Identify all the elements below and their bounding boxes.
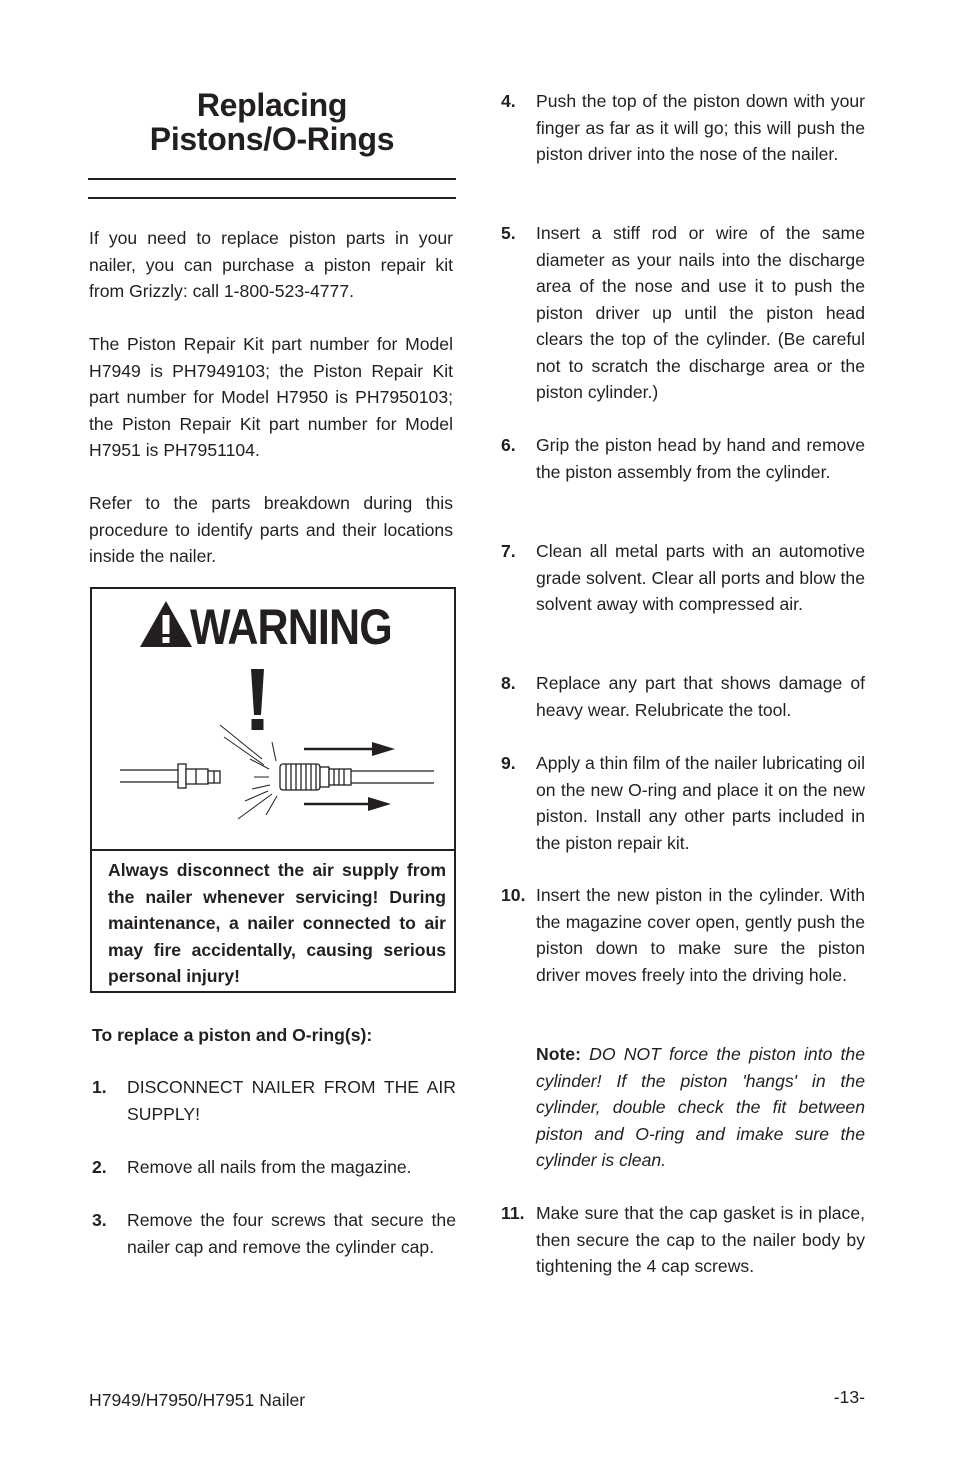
footer-model: H7949/H7950/H7951 Nailer xyxy=(89,1390,306,1410)
warning-box xyxy=(90,587,456,993)
step-4 xyxy=(501,88,865,168)
step-number: 2. xyxy=(92,1157,107,1177)
warning-text: Always disconnect the air supply from the nailer whenever servicing! During maintenance, a nailer connected to air may fire accidentally, causing serious personal injury! xyxy=(108,860,446,986)
step-3 xyxy=(92,1207,456,1260)
note-text: DO NOT force the piston into the cylinder! If the piston 'hangs' in the cylinder, double check the fit between piston and O-ring and imake sure the cylinder is clean. xyxy=(536,1044,866,1170)
step-number: 6. xyxy=(501,435,516,455)
procedure-heading: To replace a piston and O-ring(s): xyxy=(92,1025,373,1045)
step-number: 4. xyxy=(501,91,516,111)
step-1 xyxy=(92,1074,456,1127)
step-number: 11. xyxy=(501,1203,525,1223)
step-number: 1. xyxy=(92,1077,107,1097)
step-text: Push the top of the piston down with your finger as far as it will go; this will push the piston driver into the nose of the nailer. xyxy=(536,91,865,164)
step-11 xyxy=(501,1200,865,1280)
intro-paragraph-2: The Piston Repair Kit part number for Model H7949 is PH7949103; the Piston Repair Kit part number for Model H7950 is PH7950103; the Piston Repair Kit part number for Model H7951 is PH7951104. xyxy=(89,334,453,460)
warning-figure xyxy=(92,589,454,851)
exclamation-icon xyxy=(251,669,264,730)
page-title-line-2: Pistons/O-Rings xyxy=(149,121,395,157)
step-text: Grip the piston head by hand and remove the piston assembly from the cylinder. xyxy=(536,435,865,482)
step-text: Remove the four screws that secure the nailer cap and remove the cylinder cap. xyxy=(127,1210,456,1257)
warning-triangle-icon xyxy=(140,601,192,647)
title-rule-bottom xyxy=(88,197,456,199)
step-text: Clean all metal parts with an automotive grade solvent. Clear all ports and blow the solvent away with compressed air. xyxy=(536,541,865,614)
arrow-right-icon-lower xyxy=(304,797,391,811)
air-coupler-icon xyxy=(280,764,434,790)
intro-paragraph-1: If you need to replace piston parts in your nailer, you can purchase a piston repair kit from Grizzly: call 1-800-523-4777. xyxy=(89,228,453,301)
step-text: Remove all nails from the magazine. xyxy=(127,1157,412,1177)
step-6 xyxy=(501,432,865,485)
page-title xyxy=(88,88,456,156)
footer-page-number: -13- xyxy=(833,1387,865,1407)
step-text: Insert the new piston in the cylinder. With the magazine cover open, gently push the piston down to make sure the piston driver moves freely into the driving hole. xyxy=(536,885,865,985)
step-number: 5. xyxy=(501,223,516,243)
warning-heading: WARNING xyxy=(190,599,392,655)
step-text: Apply a thin film of the nailer lubricating oil on the new O-ring and place it on the new piston. Install any other parts included in the piston repair kit. xyxy=(536,753,865,853)
spark-lines-icon xyxy=(220,725,277,819)
step-text: DISCONNECT NAILER FROM THE AIR SUPPLY! xyxy=(127,1077,456,1124)
step-8 xyxy=(501,670,865,723)
title-rule-top xyxy=(88,178,456,180)
step-number: 10. xyxy=(501,885,526,905)
page-title-line-1: Replacing xyxy=(196,87,348,123)
step-10 xyxy=(501,882,865,988)
note xyxy=(536,1041,865,1174)
step-7 xyxy=(501,538,865,618)
step-number: 3. xyxy=(92,1210,107,1230)
step-text: Replace any part that shows damage of heavy wear. Relubricate the tool. xyxy=(536,673,865,720)
step-text: Make sure that the cap gasket is in place, then secure the cap to the nailer body by tightening the 4 cap screws. xyxy=(536,1203,865,1276)
note-label: Note: xyxy=(536,1044,581,1064)
step-5 xyxy=(501,220,865,406)
step-2 xyxy=(92,1154,456,1181)
step-number: 7. xyxy=(501,541,516,561)
step-text: Insert a stiff rod or wire of the same diameter as your nails into the discharge area of the nose and use it to push the piston driver up until the piston head clears the top of the cylinder. (Be careful not to scratch the discharge area or the piston cylinder.) xyxy=(536,223,865,402)
air-plug-icon xyxy=(120,764,220,788)
step-number: 9. xyxy=(501,753,516,773)
arrow-right-icon xyxy=(304,742,395,756)
step-number: 8. xyxy=(501,673,516,693)
step-9 xyxy=(501,750,865,856)
intro-paragraph-3: Refer to the parts breakdown during this procedure to identify parts and their locations inside the nailer. xyxy=(89,493,453,566)
